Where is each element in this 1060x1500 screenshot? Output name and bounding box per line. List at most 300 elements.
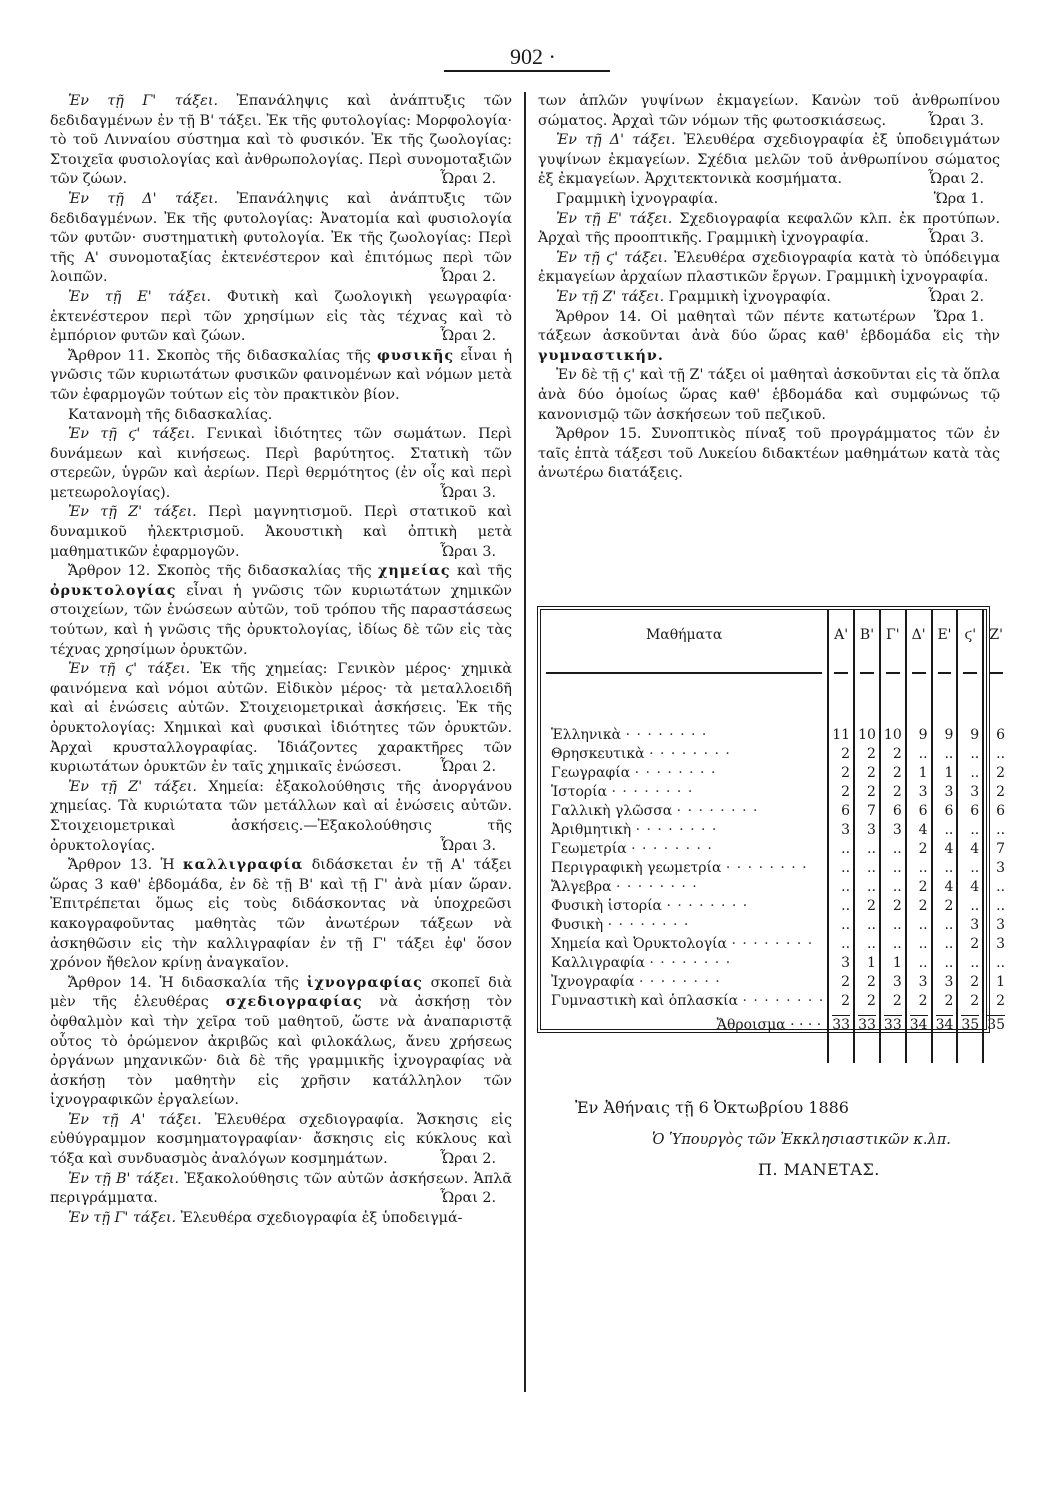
- paragraph-text: εἶναι ἡ γνῶσις τῶν κυριωτάτων χημικῶν στοιχείων, τῶν ἑνώσεων αὐτῶν, τοῦ τρόπου τῆς παραστάσεως τούτων, καὶ ἡ γνῶσις τῆς ὀρυκτολογίας, ἰδίως δὲ τῶν εἰς τὰς τέχνας χρησίμων ὀρυκτῶν.: [50, 582, 512, 658]
- paragraph-text: Ἐπανάληψις καὶ ἀνάπτυξις τῶν δεδιδαγμένων ἐν τῇ Β' τάξει. Ἐκ τῆς φυτολογίας: Μορφολογία· τὸ τοῦ Λινναίου σύστημα καὶ τὸ φυσικόν. Ἐκ τῆς ζωολογίας: Στοιχεῖα φυσιολογίας καὶ ἀνθρωπολογίας. Περὶ συνομοταξιῶν τῶν ζώων.: [50, 93, 513, 188]
- hours-cell: 3: [957, 916, 983, 935]
- total-value: 34: [909, 1017, 928, 1033]
- subject-cell: [541, 745, 828, 764]
- paragraph: [50, 288, 512, 347]
- article-label: Ἄρθρον 11.: [68, 347, 151, 364]
- hours-cell: ..: [957, 821, 983, 840]
- paragraph: [50, 660, 512, 778]
- paragraph-text: Ἐλευθέρα σχεδιογραφία ἐξ ὑποδειγμά-: [180, 1209, 463, 1226]
- hours-label: Ὧραι 2.: [440, 1190, 496, 1207]
- subject-cell: [541, 973, 828, 992]
- class-lead: Ἐν τῇ Γ' τάξει.: [68, 93, 218, 109]
- emphasized-term: ὀρυκτολογίας: [50, 582, 177, 599]
- hours-cell: 2: [957, 973, 983, 992]
- hours-label: Ὧραι 3.: [928, 230, 984, 247]
- hours-cell: 1: [880, 954, 906, 973]
- hours-cell: 2: [957, 935, 983, 954]
- subject-cell: [541, 954, 828, 973]
- class-lead: Ἐν τῇ ϛ' τάξει.: [68, 426, 196, 443]
- rule-dash: [834, 672, 848, 674]
- hours-cell: 3: [828, 954, 854, 973]
- hours-cell: ..: [854, 935, 880, 954]
- spacer-cell: [983, 686, 1008, 726]
- table-rule-row: [541, 660, 1008, 686]
- hours-cell: ..: [932, 935, 958, 954]
- table-row: [541, 878, 1008, 897]
- grade-header: Β': [854, 610, 880, 660]
- minister-line: Ὁ Ὑπουργὸς τῶν Ἐκκλησιαστικῶν κ.λπ.: [652, 1132, 951, 1148]
- paragraph-text: Ἐπανάληψις καὶ ἀνάπτυξις τῶν δεδιδαγμένων. Ἐκ τῆς φυτολογίας: Ἀνατομία καὶ φυσιολογία τῶν φυτῶν· συστηματικὴ φυτολογία. Ἐκ τῆς ζωολογίας: Περὶ τῆς Α' συνομοταξίας ἐκτενέστερον καὶ ἐπιτόμως περὶ τῶν λοιπῶν.: [50, 190, 512, 286]
- paragraph: [50, 425, 512, 503]
- grade-header: Δ': [906, 610, 932, 660]
- leader-dots: · · · · · · · ·: [742, 993, 825, 1009]
- hours-cell: 2: [880, 783, 906, 802]
- total-value: 34: [935, 1017, 954, 1033]
- hours-cell: 7: [983, 840, 1008, 859]
- spacer-cell: [541, 1039, 828, 1063]
- hours-cell: ..: [957, 859, 983, 878]
- table-row: [541, 859, 1008, 878]
- paragraph: [538, 131, 1000, 190]
- paragraph-text: νὰ ἀσκήσῃ τὸν ὀφθαλμὸν καὶ τὴν χεῖρα τοῦ μαθητοῦ, ὥστε νὰ ἀναπαριστᾷ οὗτος τὸ ὁρώμενον ἀκριβῶς καὶ φιλοκάλως, ἄνευ χρήσεως ὀργάνων μηχανικῶν· διὰ δὲ τῆς γραμμικῆς ἰχνογραφίας νὰ ἀσκήσῃ τὸν μαθητὴν εἰς χρῆσιν κατάλληλον τῶν ἰχνογραφικῶν ἐργαλείων.: [50, 994, 513, 1109]
- rule-dash: [860, 672, 874, 674]
- hours-cell: 7: [854, 802, 880, 821]
- hours-cell: 4: [906, 821, 932, 840]
- paragraph-text: Ἡ: [160, 857, 175, 874]
- spacer-cell: [932, 1039, 958, 1063]
- hours-cell: 2: [880, 764, 906, 783]
- hours-cell: 3: [828, 821, 854, 840]
- emphasized-term: φυσικῆς: [376, 347, 455, 364]
- hours-cell: 3: [880, 821, 906, 840]
- hours-cell: 2: [828, 783, 854, 802]
- paragraph-text: Σκοπὸς τῆς διδασκαλίας τῆς: [156, 347, 371, 364]
- total-label-cell: Ἄθροισμα · · · ·: [716, 1017, 822, 1033]
- hours-cell: 4: [932, 878, 958, 897]
- hours-cell: 1: [906, 764, 932, 783]
- paragraph-text: Γενικαὶ ἰδιότητες τῶν σωμάτων. Περὶ δυνάμεων καὶ κινήσεως. Περὶ βαρύτητος. Στατικὴ τῶν στερεῶν, ὑγρῶν καὶ ἀερίων. Περὶ θερμότητος (ἐν οἷς καὶ περὶ μετεωρολογίας).: [50, 426, 512, 501]
- class-lead: Ἐν τῇ Β' τάξει.: [68, 1170, 179, 1187]
- hours-cell: 2: [983, 783, 1008, 802]
- hours-cell: ..: [880, 916, 906, 935]
- hours-cell: 3: [906, 973, 932, 992]
- paragraph: [50, 347, 512, 406]
- table-row: [541, 726, 1008, 745]
- grade-header: ϛ': [957, 610, 983, 660]
- article-label: Ἄρθρον 14.: [68, 974, 152, 991]
- hours-cell: 4: [957, 840, 983, 859]
- leader-dots: · · · · · · · ·: [616, 879, 698, 895]
- paragraph-text: Ἐλευθέρα σχεδιογραφία κατὰ τὸ ὑπόδειγμα ἐκμαγείων ἀρχαίων πλαστικῶν ἔργων. Γραμμικὴ ἰχνογραφία.: [538, 249, 1000, 286]
- leader-dots: · · · · · · · ·: [631, 841, 713, 857]
- subject-name: Ἱστορία: [551, 784, 608, 800]
- total-value: 35: [987, 1017, 1006, 1033]
- hours-cell: 4: [957, 878, 983, 897]
- paragraph-text: Οἱ μαθηταὶ τῶν πέντε κατωτέρων τάξεων ἀσκοῦνται ἀνὰ δύο ὥρας καθ' ἑβδομάδα εἰς τὴν: [538, 308, 1000, 345]
- class-lead: Ἐν τῇ Δ' τάξει.: [68, 190, 219, 207]
- total-cell: [880, 1011, 906, 1039]
- table-row: [541, 935, 1008, 954]
- total-cell: [854, 1011, 880, 1039]
- paragraph-text: Γραμμικὴ ἰχνογραφία.: [668, 288, 831, 305]
- spacer-cell: [880, 686, 906, 726]
- subject-name: Φυσικὴ: [551, 917, 604, 933]
- hours-cell: ..: [983, 897, 1008, 916]
- table-row: [541, 897, 1008, 916]
- hours-cell: 3: [880, 973, 906, 992]
- paragraph: [50, 1170, 512, 1209]
- subject-cell: [541, 992, 828, 1011]
- hours-cell: 3: [932, 973, 958, 992]
- hours-cell: ..: [854, 878, 880, 897]
- hours-cell: ..: [880, 878, 906, 897]
- hours-cell: 3: [983, 916, 1008, 935]
- paragraph: [50, 406, 512, 426]
- header-rule: [444, 70, 610, 72]
- hours-cell: 2: [854, 745, 880, 764]
- hours-cell: 2: [854, 897, 880, 916]
- emphasized-term: καλλιγραφία: [182, 857, 304, 874]
- subject-cell: [541, 916, 828, 935]
- hours-cell: 2: [880, 745, 906, 764]
- hours-cell: 10: [854, 726, 880, 745]
- paragraph-text: διδάσκεται ἐν τῇ Α' τάξει ὥρας 3 καθ' ἑβδομάδα, ἐν δὲ τῇ Β' καὶ τῇ Γ' ἀνὰ μίαν ὥραν. Ἐπιτρέπεται ὅμως εἰς τοὺς διδάσκοντας νὰ ὑποχρεῶσι κακογραφοῦντας μαθητὰς τῶν ἀνωτέρων τάξεων νὰ ἀσκηθῶσιν εἰς τὴν καλλιγραφίαν ἐν τῇ Γ' τάξει ἐφ' ὅσον χρόνον ἤθελον κρίνῃ ἀναγκαῖον.: [50, 857, 513, 972]
- spacer-cell: [957, 1039, 983, 1063]
- hours-cell: ..: [932, 916, 958, 935]
- hours-cell: 2: [983, 764, 1008, 783]
- subject-name: Γεωγραφία: [551, 765, 631, 781]
- table-row: [541, 954, 1008, 973]
- rule-cell: [983, 660, 1008, 686]
- hours-cell: 11: [828, 726, 854, 745]
- hours-cell: ..: [906, 954, 932, 973]
- hours-cell: 2: [906, 992, 932, 1011]
- class-lead: Ἐν τῇ Δ' τάξει.: [556, 132, 676, 149]
- paragraph-text: Ἐκ τῆς χημείας: Γενικὸν μέρος· χημικὰ φαινόμενα καὶ νόμοι αὐτῶν. Εἰδικὸν μέρος· τὰ μεταλλοειδῆ καὶ αἱ ἑνώσεις αὐτῶν. Στοιχειομετρικαὶ ἀσκήσεις. Ἐκ τῆς ὀρυκτολογίας: Χημικαὶ καὶ φυσικαὶ ἰδιότητες τῶν ὀρυκτῶν. Ἀρχαὶ κρυσταλλογραφίας. Ἰδιάζοντες χαρακτῆρες τῶν κυριωτάτων ὀρυκτῶν ἐν ταῖς χημικαῖς ἑνώσεσι.: [50, 661, 512, 776]
- spacer-cell: [854, 1039, 880, 1063]
- grade-header: Γ': [880, 610, 906, 660]
- hours-cell: ..: [906, 935, 932, 954]
- subject-name: Ἑλληνικὰ: [551, 727, 622, 743]
- paragraph: [50, 562, 512, 660]
- subject-header: Μαθήματα: [645, 627, 723, 643]
- right-column: [538, 92, 1000, 484]
- spacer-cell: [828, 686, 854, 726]
- leader-dots: · · · · · · · ·: [607, 917, 690, 933]
- hours-cell: 3: [906, 783, 932, 802]
- rule-cell: [541, 660, 828, 686]
- hours-cell: 2: [854, 783, 880, 802]
- hours-label: Ὧραι 3.: [440, 543, 496, 560]
- hours-cell: 2: [828, 745, 854, 764]
- hours-cell: 2: [906, 897, 932, 916]
- hours-cell: ..: [932, 745, 958, 764]
- table-row: [541, 802, 1008, 821]
- hours-cell: ..: [932, 859, 958, 878]
- hours-cell: ..: [906, 745, 932, 764]
- hours-cell: 2: [854, 764, 880, 783]
- subject-cell: [541, 726, 828, 745]
- table-header-row: [541, 610, 1008, 660]
- hours-cell: 2: [906, 840, 932, 859]
- hours-cell: ..: [828, 859, 854, 878]
- hours-cell: ..: [906, 916, 932, 935]
- paragraph: [538, 425, 1000, 484]
- rule-dash: [989, 672, 1003, 674]
- subject-cell: [541, 802, 828, 821]
- rule-dash: [886, 672, 900, 674]
- grade-header: Α': [828, 610, 854, 660]
- subject-cell: [541, 783, 828, 802]
- hours-cell: 2: [983, 992, 1008, 1011]
- rule-cell: [957, 660, 983, 686]
- class-lead: Ἐν τῇ Ζ' τάξει.: [556, 288, 665, 305]
- class-lead: Ἐν τῇ ϛ' τάξει.: [556, 249, 668, 266]
- hours-cell: ..: [957, 745, 983, 764]
- hours-cell: 2: [854, 973, 880, 992]
- paragraph-text: Ἡ διδασκαλία τῆς: [159, 974, 299, 991]
- subject-cell: [541, 859, 828, 878]
- article-label: Ἄρθρον 13.: [68, 857, 153, 874]
- paragraph-text: Ἐλευθέρα σχεδιογραφία. Ἄσκησις εἰς εὐθύγραμμον κοσμηματογραφίαν· ἄσκησις εἰς κύκλους καὶ τόξα καὶ συνδυασμὸς ἀναλόγων κοσμημάτων.: [50, 1111, 513, 1168]
- class-lead: Ἐν τῇ Ε' τάξει.: [68, 288, 211, 305]
- class-lead: Ἐν τῇ ϛ' τάξει.: [68, 661, 191, 678]
- rule-dash: [938, 672, 952, 674]
- hours-cell: ..: [957, 764, 983, 783]
- curriculum-table: [537, 606, 1006, 1033]
- paragraph-text: Γραμμικὴ ἰχνογραφία.: [556, 190, 719, 207]
- subject-name: Γεωμετρία: [551, 841, 627, 857]
- total-cell: [957, 1011, 983, 1039]
- subject-cell: [541, 897, 828, 916]
- table-spacer: [541, 686, 1008, 726]
- hours-cell: 9: [932, 726, 958, 745]
- hours-label: Ὥρα 1.: [933, 190, 984, 207]
- emphasized-term: χημείας: [377, 563, 451, 580]
- paragraph-text: Σκοπὸς τῆς διδασκαλίας τῆς: [156, 563, 372, 580]
- hours-cell: ..: [932, 954, 958, 973]
- hours-cell: 6: [932, 802, 958, 821]
- leader-dots: · · · · · · · ·: [676, 803, 759, 819]
- total-value: 33: [832, 1017, 851, 1033]
- total-cell: [932, 1011, 958, 1039]
- hours-cell: 3: [854, 821, 880, 840]
- article-label: Ἄρθρον 12.: [68, 563, 151, 580]
- hours-cell: ..: [957, 954, 983, 973]
- paragraph: [538, 190, 1000, 210]
- table-row: [541, 745, 1008, 764]
- hours-label: Ὧραι 3.: [928, 112, 984, 129]
- total-label: Ἄθροισμα: [716, 1017, 786, 1033]
- signature: Π. ΜΑΝΕΤΑΣ.: [758, 1160, 880, 1179]
- hours-cell: 1: [932, 764, 958, 783]
- paragraph: [50, 190, 512, 288]
- hours-cell: 6: [983, 802, 1008, 821]
- rule-dash: [912, 672, 926, 674]
- hours-cell: 2: [932, 992, 958, 1011]
- subject-name: Καλλιγραφία: [551, 955, 645, 971]
- leader-dots: · · · · · · · ·: [638, 974, 721, 990]
- rule-dash: [963, 672, 977, 674]
- subject-cell: [541, 840, 828, 859]
- spacer-cell: [906, 1039, 932, 1063]
- hours-cell: 3: [932, 783, 958, 802]
- rule-cell: [932, 660, 958, 686]
- leader-dots: · · · · · · · ·: [611, 784, 694, 800]
- hours-label: Ὧραι 2.: [440, 328, 496, 345]
- article-label: Ἄρθρον 15.: [556, 426, 642, 443]
- class-lead: Ἐν τῇ Ζ' τάξει.: [68, 504, 197, 521]
- hours-label: Ὧραι 2.: [440, 1151, 496, 1168]
- paragraph-text: Ἐξακολούθησις τῶν αὐτῶν ἀσκήσεων. Ἁπλᾶ περιγράμματα.: [50, 1170, 512, 1207]
- hours-cell: 3: [983, 935, 1008, 954]
- total-cell: [828, 1011, 854, 1039]
- paragraph: [538, 210, 1000, 249]
- total-value: 33: [883, 1017, 902, 1033]
- left-column: [50, 92, 512, 1228]
- subject-name: Ἄλγεβρα: [551, 879, 612, 895]
- hours-cell: ..: [828, 840, 854, 859]
- paragraph: [538, 92, 1000, 131]
- subject-cell: [541, 878, 828, 897]
- paragraph: [50, 856, 512, 974]
- hours-label: Ὧραι 2.: [440, 759, 496, 776]
- paragraph-text: Χημεία: ἐξακολούθησις τῆς ἀνοργάνου χημείας. Τὰ κυριώτατα τῶν μετάλλων καὶ αἱ ἑνώσεις αὐτῶν. Στοιχειομετρικαὶ ἀσκήσεις.—Ἐξακολούθησις τῆς ὀρυκτολογίας.: [50, 778, 513, 854]
- hours-label: Ὧραι 3.: [440, 484, 496, 501]
- leader-dots: · · · · · · · ·: [731, 936, 814, 952]
- table-row: [541, 840, 1008, 859]
- hours-cell: 3: [957, 783, 983, 802]
- subject-cell: [541, 821, 828, 840]
- spacer-cell: [932, 686, 958, 726]
- paragraph-text: Ἐλευθέρα σχεδιογραφία ἐξ ὑποδειγμάτων γυψίνων ἐκμαγείων. Σχέδια μελῶν τοῦ ἀνθρωπίνου σώματος ἐξ ἐκμαγείων. Ἀρχιτεκτονικὰ κοσμήματα.: [538, 132, 1001, 188]
- spacer-cell: [880, 1039, 906, 1063]
- grade-header: Ε': [932, 610, 958, 660]
- hours-cell: 2: [880, 897, 906, 916]
- hours-cell: 6: [906, 802, 932, 821]
- spacer-cell: [541, 686, 828, 726]
- article-label: Ἄρθρον 14.: [556, 308, 642, 325]
- hours-cell: ..: [854, 840, 880, 859]
- total-cell: [906, 1011, 932, 1039]
- subject-name: Θρησκευτικὰ: [551, 746, 645, 762]
- paragraph: [50, 974, 512, 1111]
- hours-cell: 9: [957, 726, 983, 745]
- table-row: [541, 992, 1008, 1011]
- paragraph-text: των ἁπλῶν γυψίνων ἐκμαγείων. Κανὼν τοῦ ἀνθρωπίνου σώματος. Ἀρχαὶ τῶν νόμων τῆς φωτοσκιάσεως.: [538, 93, 1000, 129]
- paragraph-text: Κατανομὴ τῆς διδασκαλίας.: [68, 406, 273, 423]
- hours-cell: 2: [828, 973, 854, 992]
- class-lead: Ἐν τῇ Ζ' τάξει.: [68, 778, 197, 795]
- hours-cell: ..: [828, 935, 854, 954]
- hours-cell: 9: [906, 726, 932, 745]
- table-row: [541, 916, 1008, 935]
- hours-cell: 1: [854, 954, 880, 973]
- total-cell: [983, 1011, 1008, 1039]
- hours-label: Ὧραι 2.: [928, 171, 984, 188]
- hours-cell: ..: [983, 954, 1008, 973]
- hours-cell: 6: [828, 802, 854, 821]
- subject-name: Χημεία καὶ Ὀρυκτολογία: [551, 936, 727, 952]
- table-row: [541, 821, 1008, 840]
- rule-cell: [828, 660, 854, 686]
- hours-cell: ..: [906, 859, 932, 878]
- hours-cell: 3: [983, 859, 1008, 878]
- total-value: 33: [858, 1017, 876, 1033]
- paragraph-text: καὶ τῆς: [456, 563, 513, 580]
- spacer-cell: [854, 686, 880, 726]
- class-lead: Ἐν τῇ Ε' τάξει.: [556, 210, 673, 227]
- class-lead: Ἐν τῇ Α' τάξει.: [68, 1111, 202, 1128]
- page-number: 902 ·: [510, 44, 556, 69]
- hours-cell: 2: [932, 897, 958, 916]
- subject-name: Γυμναστικὴ καὶ ὁπλασκία: [551, 993, 739, 1009]
- leader-dots: · · · · · · · ·: [649, 955, 732, 971]
- hours-cell: 10: [880, 726, 906, 745]
- hours-label: Ὧραι 2.: [928, 288, 984, 305]
- spacer-cell: [828, 1039, 854, 1063]
- leader-dots: · · · · · · · ·: [635, 822, 718, 838]
- table-row: [541, 764, 1008, 783]
- leader-dots: · · · · · · · ·: [634, 765, 717, 781]
- hours-cell: 6: [880, 802, 906, 821]
- hours-cell: 2: [957, 992, 983, 1011]
- hours-cell: ..: [828, 897, 854, 916]
- hours-cell: ..: [983, 878, 1008, 897]
- date-line: Ἐν Ἀθήναις τῇ 6 Ὀκτωβρίου 1886: [575, 1098, 849, 1117]
- hours-label: Ὧραι 2.: [440, 269, 496, 286]
- hours-cell: ..: [854, 859, 880, 878]
- paragraph-text: Συνοπτικὸς πίναξ τοῦ προγράμματος τῶν ἐν ταῖς ἑπτὰ τάξεσι τοῦ Λυκείου διδακτέων μαθημάτων κατὰ τὰς ἀνωτέρω διατάξεις.: [538, 426, 1000, 482]
- grade-header: Ζ': [983, 610, 1008, 660]
- paragraph-text: σκοπεῖ διὰ μὲν τῆς ἐλευθέρας: [50, 974, 512, 1011]
- emphasized-term: ἰχνογραφίας: [306, 974, 423, 991]
- hours-cell: 6: [957, 802, 983, 821]
- table-row: [541, 973, 1008, 992]
- spacer-cell: [983, 1039, 1008, 1063]
- hours-cell: 2: [828, 764, 854, 783]
- paragraph-text: εἶναι ἡ γνῶσις τῶν κυριωτάτων φυσικῶν φαινομένων καὶ νόμων μετὰ τῶν ἐφαρμογῶν τούτων εἰς τὸν πρακτικὸν βίον.: [50, 347, 513, 403]
- hours-cell: ..: [828, 916, 854, 935]
- paragraph: [50, 778, 512, 856]
- subject-name: Περιγραφικὴ γεωμετρία: [551, 860, 722, 876]
- column-divider: [524, 92, 526, 1392]
- paragraph-text: Περὶ μαγνητισμοῦ. Περὶ στατικοῦ καὶ δυναμικοῦ ἠλεκτρισμοῦ. Ἀκουστικὴ καὶ ὀπτικὴ μετὰ μαθηματικῶν ἐφαρμογῶν.: [50, 504, 513, 560]
- hours-cell: 6: [983, 726, 1008, 745]
- leader-dots: · · · · · · · ·: [649, 746, 731, 762]
- hours-label: Ὥρα 1.: [933, 308, 984, 325]
- rule-cell: [880, 660, 906, 686]
- hours-cell: ..: [854, 916, 880, 935]
- subject-cell: [541, 935, 828, 954]
- rule-cell: [906, 660, 932, 686]
- hours-cell: ..: [957, 897, 983, 916]
- subject-name: Ἰχνογραφία: [551, 974, 635, 990]
- paragraph-text: Ἐν δὲ τῇ ϛ' καὶ τῇ Ζ' τάξει οἱ μαθηταὶ ἀσκοῦνται εἰς τὰ ὅπλα ἀνὰ δύο ὁμοίως ὥρας καθ' ἑβδομάδα καὶ συμφώνως τῷ κανονισμῷ τῶν ἀσκήσεων τοῦ πεζικοῦ.: [538, 367, 1000, 423]
- emphasized-term: γυμναστικήν.: [538, 347, 664, 364]
- hours-label: Ὧραι 2.: [440, 171, 496, 188]
- table-bottom-spacer: [541, 1039, 1008, 1063]
- hours-cell: 2: [828, 992, 854, 1011]
- hours-cell: 2: [906, 878, 932, 897]
- hours-cell: ..: [880, 935, 906, 954]
- paragraph-text: Φυτικὴ καὶ ζωολογικὴ γεωγραφία· ἐκτενέστερον περὶ τῶν χρησίμων εἰς τὰς τέχνας καὶ τὸ ἐμπόριον φυτῶν καὶ ζώων.: [50, 288, 513, 345]
- leader-dots: · · · · · · · ·: [725, 860, 808, 876]
- paragraph: [50, 503, 512, 562]
- hours-cell: 1: [983, 973, 1008, 992]
- paragraph-text: Σχεδιογραφία κεφαλῶν κλπ. ἐκ προτύπων. Ἀρχαὶ τῆς προοπτικῆς. Γραμμικὴ ἰχνογραφία.: [538, 210, 1000, 247]
- table-row: [541, 783, 1008, 802]
